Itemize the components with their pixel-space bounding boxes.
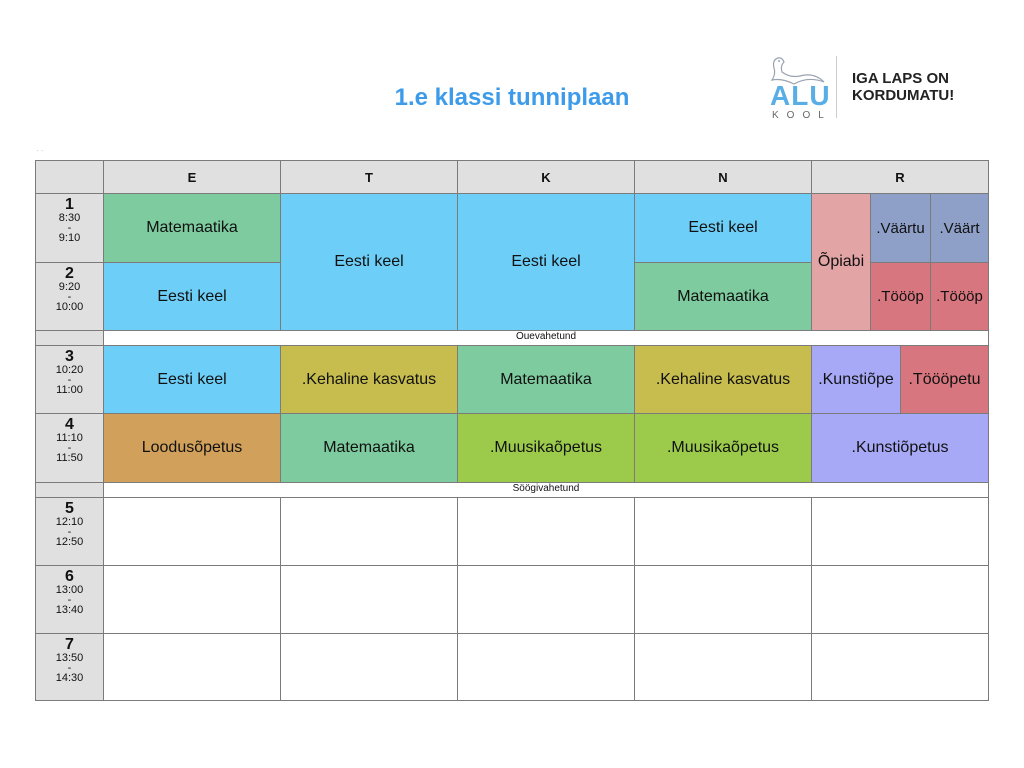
period-end: 9:10	[58, 232, 81, 244]
empty-slot	[457, 633, 635, 701]
period-4	[35, 413, 104, 483]
header-day-e: E	[103, 160, 281, 194]
period-sep: -	[67, 374, 72, 386]
period-start: 9:20	[58, 281, 81, 293]
empty-slot	[457, 565, 635, 634]
empty-slot	[280, 565, 458, 634]
period-sep: -	[67, 662, 72, 674]
period-number: 3	[65, 348, 74, 365]
period-1	[35, 193, 104, 263]
period-7	[35, 633, 104, 701]
outdoor-break: Õuevahetund	[103, 330, 989, 346]
lesson-r-vaart: .Väärt	[930, 193, 989, 263]
lesson-k-1-2: Eesti keel	[457, 193, 635, 331]
period-sep: -	[67, 594, 72, 606]
period-end: 14:30	[55, 672, 84, 684]
lesson-t-1-2: Eesti keel	[280, 193, 458, 331]
period-start: 13:00	[55, 584, 84, 596]
period-number: 5	[65, 500, 74, 517]
logo-divider	[836, 56, 837, 118]
lesson-e-2: Eesti keel	[103, 262, 281, 331]
lesson-t-4: Matemaatika	[280, 413, 458, 483]
empty-slot	[634, 497, 812, 566]
school-logo	[760, 52, 970, 122]
period-sep: -	[67, 222, 72, 234]
lesson-r-3-tooo: .Töööpetu	[900, 345, 989, 414]
period-end: 13:40	[55, 604, 84, 616]
header-day-k: K	[457, 160, 635, 194]
period-number: 4	[65, 416, 74, 433]
lesson-r-3-kunst: .Kunstiõpe	[811, 345, 901, 414]
period-start: 13:50	[55, 652, 84, 664]
lesson-n-2: Matemaatika	[634, 262, 812, 331]
break-cell	[35, 330, 104, 346]
empty-slot	[811, 565, 989, 634]
empty-slot	[457, 497, 635, 566]
lunch-break: Söögivahetund	[103, 482, 989, 498]
lesson-n-4: .Muusikaõpetus	[634, 413, 812, 483]
empty-slot	[811, 497, 989, 566]
header-day-r: R	[811, 160, 989, 194]
lesson-t-3: .Kehaline kasvatus	[280, 345, 458, 414]
empty-slot	[634, 565, 812, 634]
empty-slot	[634, 633, 812, 701]
page-title: 1.e klassi tunniplaan	[394, 84, 630, 111]
period-end: 11:50	[56, 452, 83, 464]
period-2	[35, 262, 104, 331]
period-sep: -	[67, 291, 72, 303]
period-end: 10:00	[55, 301, 84, 313]
period-number: 6	[65, 568, 74, 585]
empty-slot	[280, 633, 458, 701]
timetable	[35, 160, 989, 701]
lesson-k-3: Matemaatika	[457, 345, 635, 414]
period-sep: -	[67, 442, 72, 454]
period-number: 7	[65, 636, 74, 653]
decorative-dots: · ·	[36, 146, 44, 155]
lesson-r-vaartu: .Väärtu	[870, 193, 931, 263]
period-start: 12:10	[55, 516, 84, 528]
lesson-r-tooop-a: .Töööp	[870, 262, 931, 331]
period-start: 8:30	[58, 212, 81, 224]
empty-slot	[280, 497, 458, 566]
empty-slot	[103, 633, 281, 701]
period-start: 11:10	[56, 432, 83, 444]
lesson-r-opiabi: Õpiabi	[811, 193, 871, 331]
period-3	[35, 345, 104, 414]
lesson-n-3: .Kehaline kasvatus	[634, 345, 812, 414]
period-5	[35, 497, 104, 566]
period-number: 1	[65, 196, 74, 213]
logo-slogan: IGA LAPS ON KORDUMATU!	[852, 70, 955, 104]
period-end: 12:50	[55, 536, 84, 548]
period-sep: -	[67, 526, 72, 538]
period-end: 11:00	[56, 384, 83, 396]
empty-slot	[103, 565, 281, 634]
lesson-e-1: Matemaatika	[103, 193, 281, 263]
break-cell	[35, 482, 104, 498]
lesson-r-tooop-b: .Töööp	[930, 262, 989, 331]
empty-slot	[811, 633, 989, 701]
lesson-e-3: Eesti keel	[103, 345, 281, 414]
header-day-n: N	[634, 160, 812, 194]
lesson-k-4: .Muusikaõpetus	[457, 413, 635, 483]
logo-subtext: KOOL	[772, 110, 832, 121]
lesson-r-4: .Kunstiõpetus	[811, 413, 989, 483]
empty-slot	[103, 497, 281, 566]
lesson-e-4: Loodusõpetus	[103, 413, 281, 483]
header-day-t: T	[280, 160, 458, 194]
lesson-n-1: Eesti keel	[634, 193, 812, 263]
logo-text: ALU	[770, 80, 831, 111]
period-number: 2	[65, 265, 74, 282]
header-corner	[35, 160, 104, 194]
period-6	[35, 565, 104, 634]
period-start: 10:20	[55, 364, 84, 376]
